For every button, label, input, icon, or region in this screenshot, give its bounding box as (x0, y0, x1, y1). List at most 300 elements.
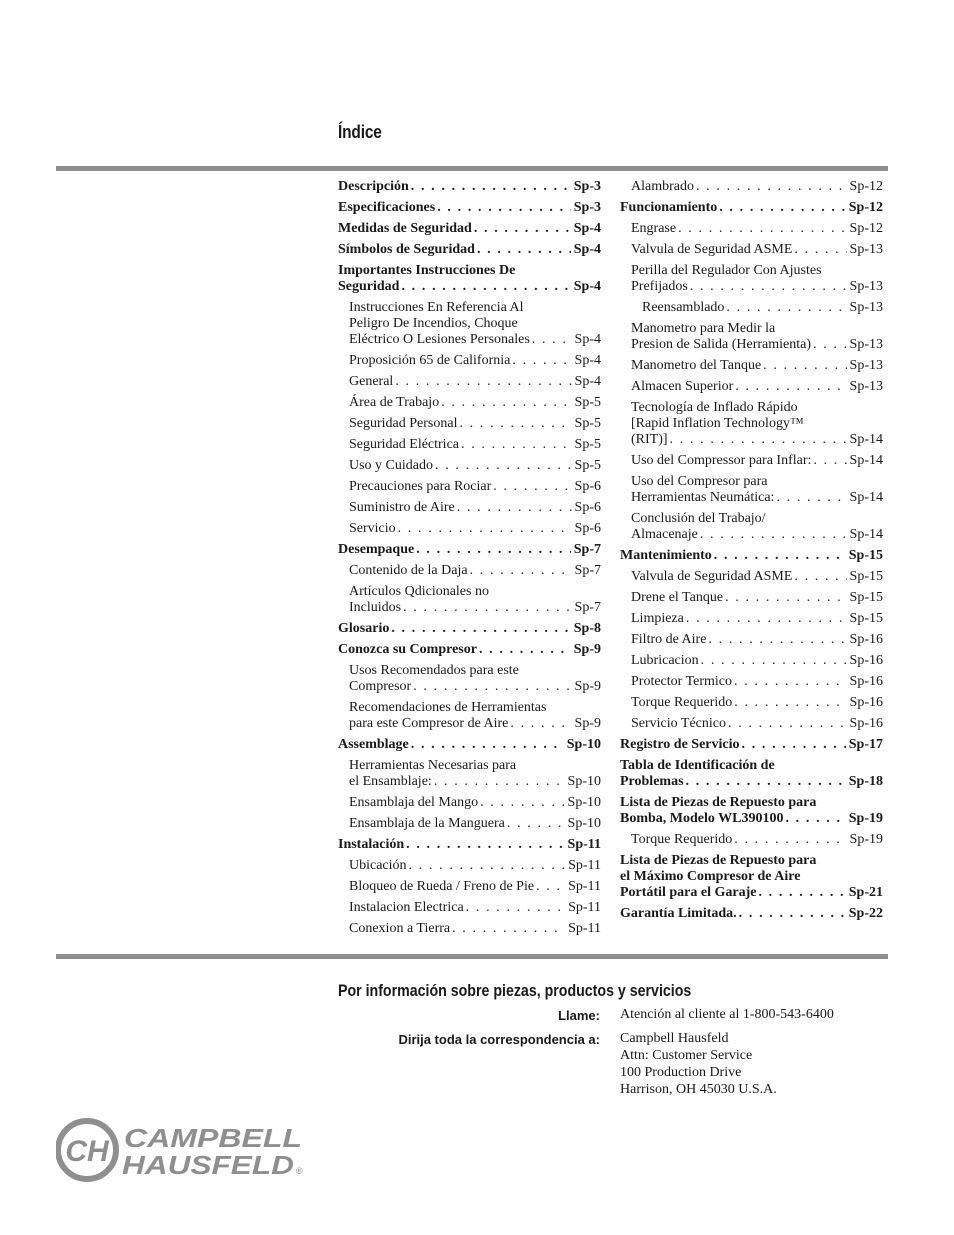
toc-dot-leader (686, 611, 847, 627)
toc-dot-leader (734, 832, 846, 848)
toc-entry-row (631, 716, 883, 732)
toc-entry-line: Tecnología de Inflado Rápido (631, 400, 798, 415)
toc-page-number: Sp-18 (848, 774, 883, 789)
toc-dot-leader (728, 716, 847, 732)
toc-entry-label: Contenido de la Daja (349, 563, 468, 578)
toc-entry-row (631, 569, 883, 585)
toc-page-number: Sp-11 (567, 837, 601, 852)
toc-entry-label: Ensamblaja de la Manguera (349, 816, 505, 831)
toc-entry-label: Mantenimiento (620, 548, 712, 563)
toc-entry-label: Manometro del Tanque (631, 358, 762, 373)
toc-entry-row (631, 490, 883, 506)
address-line: Campbell Hausfeld (620, 1031, 729, 1046)
toc-entry-row (349, 458, 601, 474)
toc-entry-label: Medidas de Seguridad (338, 221, 472, 236)
toc-entry-label: Seguridad (338, 279, 400, 294)
toc-entry-row (620, 811, 883, 827)
toc-page-number: Sp-22 (848, 906, 883, 921)
toc-page-number: Sp-12 (848, 200, 883, 215)
toc-page-number: Sp-4 (573, 242, 601, 257)
toc-entry (338, 263, 601, 295)
address-line: Attn: Customer Service (620, 1048, 753, 1063)
toc-dot-leader (708, 632, 846, 648)
toc-entry-label: Filtro de Aire (631, 632, 707, 647)
toc-dot-leader (480, 795, 564, 811)
toc-page-number: Sp-13 (849, 242, 883, 257)
toc-dot-leader (794, 569, 846, 585)
toc-page-number: Sp-11 (568, 900, 601, 915)
toc-entry (338, 395, 601, 411)
toc-entry-label: Valvula de Seguridad ASME (631, 242, 793, 257)
toc-entry (620, 758, 883, 790)
toc-dot-leader (510, 716, 571, 732)
toc-entry-label: Bomba, Modelo WL390100 (620, 811, 784, 826)
toc-entry-row (349, 437, 601, 453)
toc-page-number: Sp-5 (574, 437, 601, 452)
toc-entry-row (620, 200, 883, 216)
bottom-divider (56, 954, 888, 959)
toc-entry (620, 906, 883, 922)
toc-entry-row (349, 816, 601, 832)
toc-entry-label: Drene el Tanque (631, 590, 724, 605)
toc-dot-leader (512, 353, 571, 369)
toc-entry-row (349, 500, 601, 516)
toc-entry-row (338, 737, 601, 753)
toc-right-column (620, 179, 883, 927)
toc-entry-label: Herramientas Neumática: (631, 490, 775, 505)
toc-dot-leader (413, 679, 571, 695)
toc-entry-row (349, 479, 601, 495)
toc-page-number: Sp-5 (574, 458, 601, 473)
toc-entry-row (631, 242, 883, 258)
toc-entry (338, 737, 601, 753)
toc-entry (620, 242, 883, 258)
toc-dot-leader (441, 395, 571, 411)
toc-entry (338, 858, 601, 874)
toc-entry (620, 548, 883, 564)
toc-page-number: Sp-13 (849, 279, 883, 294)
address-line: 100 Production Drive (620, 1065, 742, 1080)
toc-entry-row (338, 221, 601, 237)
toc-entry (338, 663, 601, 695)
toc-entry (620, 632, 883, 648)
toc-dot-leader (700, 527, 847, 543)
toc-entry-line: Perilla del Regulador Con Ajustes (631, 263, 822, 278)
toc-entry-label: Torque Requerido (631, 695, 733, 710)
toc-dot-leader (719, 200, 846, 216)
page-title: Índice (338, 122, 382, 142)
toc-entry (620, 179, 883, 195)
toc-entry-row (349, 921, 601, 937)
toc-entry-row (349, 374, 601, 390)
toc-entry-label: Alambrado (631, 179, 694, 194)
toc-entry-label: (RIT)] (631, 432, 668, 447)
toc-page-number: Sp-19 (849, 832, 883, 847)
toc-entry (338, 758, 601, 790)
toc-page-number: Sp-14 (849, 527, 883, 542)
toc-dot-leader (411, 737, 564, 753)
toc-entry (620, 716, 883, 732)
toc-entry-row (349, 563, 601, 579)
toc-entry-label: Área de Trabajo (349, 395, 440, 410)
toc-entry (338, 500, 601, 516)
toc-entry (338, 242, 601, 258)
toc-entry-label: Servicio Técnico (631, 716, 726, 731)
contact-title: Por información sobre piezas, productos y servicios (338, 982, 692, 1000)
toc-entry-row (338, 179, 601, 195)
toc-page-number: Sp-15 (848, 548, 883, 563)
toc-entry (338, 795, 601, 811)
toc-entry-row (338, 542, 601, 558)
toc-page-number: Sp-14 (849, 432, 883, 447)
toc-entry-row (349, 900, 601, 916)
toc-entry-label: Descripción (338, 179, 409, 194)
logo-line1: CAMPBELL (124, 1123, 302, 1153)
toc-dot-leader (813, 337, 847, 353)
toc-page-number: Sp-9 (574, 716, 601, 731)
toc-dot-leader (734, 674, 847, 690)
toc-page-number: Sp-15 (849, 590, 883, 605)
toc-dot-leader (742, 737, 846, 753)
toc-page-number: Sp-10 (567, 774, 601, 789)
toc-entry-label: Protector Termico (631, 674, 733, 689)
toc-entry-row (631, 337, 883, 353)
toc-entry-label: Torque Requerido (631, 832, 733, 847)
toc-page-number: Sp-3 (573, 200, 601, 215)
toc-entry-label: Instalación (338, 837, 405, 852)
toc-entry-row (349, 679, 601, 695)
toc-entry-label: Especificaciones (338, 200, 436, 215)
toc-dot-leader (763, 358, 846, 374)
toc-page-number: Sp-10 (567, 795, 601, 810)
toc-dot-leader (493, 479, 571, 495)
toc-entry-row (349, 795, 601, 811)
toc-entry-row (349, 332, 601, 348)
toc-entry-row (642, 300, 883, 316)
logo-monogram: CH (65, 1135, 109, 1168)
toc-page-number: Sp-14 (849, 490, 883, 505)
toc-entry-row (631, 695, 883, 711)
toc-entry (338, 900, 601, 916)
toc-dot-leader (416, 542, 571, 558)
toc-page-number: Sp-13 (849, 358, 883, 373)
toc-entry-row (349, 521, 601, 537)
toc-page-number: Sp-5 (574, 395, 601, 410)
toc-entry-label: Bloqueo de Rueda / Freno de Pie (349, 879, 535, 894)
toc-entry (620, 832, 883, 848)
toc-entry-row (620, 737, 883, 753)
toc-page-number: Sp-7 (573, 542, 601, 557)
toc-entry-line: Conclusión del Trabajo/ (631, 511, 766, 526)
toc-entry (338, 621, 601, 637)
toc-entry (338, 374, 601, 390)
toc-entry (338, 879, 601, 895)
toc-dot-leader (696, 179, 847, 195)
toc-entry-line: Tabla de Identificación de (620, 758, 775, 773)
toc-page-number: Sp-6 (574, 521, 601, 536)
toc-entry-label: Conozca su Compresor (338, 642, 477, 657)
toc-page-number: Sp-13 (849, 300, 883, 315)
toc-entry (620, 221, 883, 237)
toc-entry-label: Registro de Servicio (620, 737, 740, 752)
toc-entry-row (338, 642, 601, 658)
toc-entry-label: Assemblage (338, 737, 409, 752)
toc-entry (620, 400, 883, 448)
toc-page-number: Sp-14 (849, 453, 883, 468)
toc-entry-label: Problemas (620, 774, 684, 789)
toc-entry-row (631, 179, 883, 195)
toc-entry-label: Lubricacion (631, 653, 699, 668)
toc-dot-leader (734, 695, 846, 711)
toc-entry-row (620, 774, 883, 790)
toc-entry (338, 816, 601, 832)
toc-page-number: Sp-12 (849, 221, 883, 236)
toc-page-number: Sp-9 (574, 679, 601, 694)
toc-page-number: Sp-16 (849, 716, 883, 731)
toc-entry-label: Proposición 65 de California (349, 353, 511, 368)
toc-dot-leader (435, 458, 572, 474)
toc-entry (620, 611, 883, 627)
toc-entry-row (631, 379, 883, 395)
toc-entry (620, 674, 883, 690)
toc-entry-label: General (349, 374, 394, 389)
toc-entry-line: Instrucciones En Referencia Al (349, 300, 524, 315)
toc-entry-label: Precauciones para Rociar (349, 479, 492, 494)
toc-entry (620, 474, 883, 506)
toc-entry (338, 837, 601, 853)
toc-entry-label: Presion de Salida (Herramienta) (631, 337, 811, 352)
toc-entry (338, 584, 601, 616)
toc-dot-leader (507, 816, 565, 832)
toc-dot-leader (536, 879, 565, 895)
toc-dot-leader (409, 858, 566, 874)
toc-entry-row (338, 242, 601, 258)
toc-page-number: Sp-7 (574, 600, 601, 615)
toc-dot-leader (690, 279, 847, 295)
toc-entry-label: Conexion a Tierra (349, 921, 451, 936)
toc-entry-row (631, 527, 883, 543)
toc-page-number: Sp-21 (848, 885, 883, 900)
toc-entry (620, 300, 883, 316)
toc-dot-leader (401, 279, 570, 295)
toc-entry (620, 853, 883, 901)
toc-dot-leader (452, 921, 565, 937)
toc-entry-label: Instalacion Electrica (349, 900, 464, 915)
toc-entry (620, 453, 883, 469)
toc-entry (620, 358, 883, 374)
toc-entry (620, 590, 883, 606)
address-line: Harrison, OH 45030 U.S.A. (620, 1082, 777, 1097)
toc-entry-row (620, 885, 883, 901)
toc-page-number: Sp-16 (849, 653, 883, 668)
logo-registered-mark: ® (296, 1166, 303, 1176)
toc-entry-label: Almacenaje (631, 527, 698, 542)
toc-entry-row (631, 611, 883, 627)
toc-entry (620, 511, 883, 543)
toc-entry (620, 695, 883, 711)
toc-entry-label: Símbolos de Seguridad (338, 242, 475, 257)
toc-entry-row (349, 858, 601, 874)
toc-dot-leader (391, 621, 570, 637)
toc-entry (338, 179, 601, 195)
toc-entry-row (631, 674, 883, 690)
toc-entry (338, 479, 601, 495)
toc-entry (338, 458, 601, 474)
toc-dot-leader (457, 500, 572, 516)
toc-entry (338, 353, 601, 369)
toc-entry-row (631, 279, 883, 295)
toc-entry-label: Portátil para el Garaje (620, 885, 757, 900)
toc-entry-row (631, 653, 883, 669)
toc-entry-label: para este Compresor de Aire (349, 716, 509, 731)
top-divider (56, 166, 888, 171)
toc-page-number: Sp-11 (568, 858, 601, 873)
toc-entry (620, 737, 883, 753)
toc-entry-line: Herramientas Necesarias para (349, 758, 517, 773)
toc-entry (620, 379, 883, 395)
toc-entry-row (620, 548, 883, 564)
toc-dot-leader (434, 774, 565, 790)
toc-entry (338, 542, 601, 558)
mail-label: Dirija toda la correspondencia a: (398, 1032, 600, 1047)
toc-entry-line: el Máximo Compresor de Aire (620, 869, 801, 884)
toc-entry-label: Limpieza (631, 611, 684, 626)
toc-entry-row (349, 774, 601, 790)
toc-entry-label: el Ensamblaje: (349, 774, 432, 789)
toc-entry-label: Compresor (349, 679, 412, 694)
toc-page-number: Sp-4 (574, 374, 601, 389)
toc-entry-line: Manometro para Medir la (631, 321, 776, 336)
campbell-hausfeld-logo (56, 1116, 306, 1182)
toc-entry (338, 521, 601, 537)
toc-page-number: Sp-4 (574, 332, 601, 347)
toc-page-number: Sp-17 (848, 737, 883, 752)
toc-entry-label: Garantía Limitada. (620, 906, 737, 921)
toc-dot-leader (411, 179, 571, 195)
toc-dot-leader (398, 521, 572, 537)
toc-entry-label: Ensamblaja del Mango (349, 795, 479, 810)
toc-dot-leader (403, 600, 571, 616)
toc-entry-row (338, 279, 601, 295)
mail-address (620, 1030, 777, 1098)
toc-dot-leader (477, 242, 571, 258)
toc-entry (620, 653, 883, 669)
toc-entry (338, 200, 601, 216)
toc-entry-line: Usos Recomendados para este (349, 663, 519, 678)
toc-left-column (338, 179, 601, 942)
toc-entry (620, 321, 883, 353)
toc-entry-row (349, 395, 601, 411)
toc-page-number: Sp-16 (849, 632, 883, 647)
toc-page-number: Sp-4 (574, 353, 601, 368)
toc-entry-row (349, 600, 601, 616)
toc-entry-line: Lista de Piezas de Repuesto para (620, 795, 817, 810)
toc-entry (338, 563, 601, 579)
toc-page-number: Sp-7 (574, 563, 601, 578)
call-label: Llame: (558, 1008, 600, 1023)
toc-entry-label: Desempaque (338, 542, 415, 557)
toc-entry-row (631, 221, 883, 237)
toc-entry-label: Almacen Superior (631, 379, 734, 394)
toc-entry (620, 795, 883, 827)
toc-page-number: Sp-19 (848, 811, 883, 826)
toc-entry (620, 200, 883, 216)
toc-dot-leader (395, 374, 571, 390)
toc-entry (338, 221, 601, 237)
toc-entry-row (349, 716, 601, 732)
toc-entry-label: Incluidos (349, 600, 402, 615)
toc-page-number: Sp-4 (573, 279, 601, 294)
toc-dot-leader (479, 642, 571, 658)
toc-entry-line: Importantes Instrucciones De (338, 263, 516, 278)
toc-entry-line: [Rapid Inflation Technology™ (631, 416, 804, 431)
toc-entry-label: Ubicación (349, 858, 407, 873)
toc-entry-row (631, 432, 883, 448)
toc-page-number: Sp-5 (574, 416, 601, 431)
toc-page-number: Sp-10 (566, 737, 601, 752)
toc-entry-label: Seguridad Personal (349, 416, 458, 431)
toc-entry-row (349, 416, 601, 432)
toc-dot-leader (794, 242, 846, 258)
toc-dot-leader (686, 774, 846, 790)
toc-entry-row (338, 200, 601, 216)
toc-page-number: Sp-11 (568, 879, 601, 894)
toc-dot-leader (776, 490, 846, 506)
toc-entry (338, 642, 601, 658)
toc-page-number: Sp-13 (849, 337, 883, 352)
toc-dot-leader (461, 437, 572, 453)
toc-page-number: Sp-13 (849, 379, 883, 394)
toc-entry (338, 300, 601, 348)
toc-page-number: Sp-6 (574, 479, 601, 494)
toc-dot-leader (739, 906, 846, 922)
toc-dot-leader (470, 563, 572, 579)
toc-entry (338, 416, 601, 432)
toc-page-number: Sp-16 (849, 674, 883, 689)
toc-entry-row (631, 358, 883, 374)
toc-entry-row (631, 453, 883, 469)
toc-entry-row (349, 353, 601, 369)
toc-page-number: Sp-8 (573, 621, 601, 636)
toc-entry-label: Servicio (349, 521, 396, 536)
toc-entry-label: Valvula de Seguridad ASME (631, 569, 793, 584)
toc-entry-line: Peligro De Incendios, Choque (349, 316, 518, 331)
toc-entry (620, 263, 883, 295)
toc-page-number: Sp-15 (849, 569, 883, 584)
toc-entry-row (620, 906, 883, 922)
toc-page-number: Sp-16 (849, 695, 883, 710)
toc-entry-label: Uso del Compressor para Inflar: (631, 453, 812, 468)
toc-dot-leader (437, 200, 571, 216)
toc-page-number: Sp-9 (573, 642, 601, 657)
toc-entry-row (631, 590, 883, 606)
toc-entry (620, 569, 883, 585)
toc-page-number: Sp-3 (573, 179, 601, 194)
toc-entry-line: Artículos Qdicionales no (349, 584, 489, 599)
toc-dot-leader (735, 379, 846, 395)
toc-dot-leader (725, 590, 846, 606)
toc-entry-label: Eléctrico O Lesiones Personales (349, 332, 530, 347)
toc-dot-leader (701, 653, 847, 669)
toc-entry-label: Glosario (338, 621, 390, 636)
toc-entry-row (349, 879, 601, 895)
toc-entry-row (338, 837, 601, 853)
toc-page-number: Sp-10 (567, 816, 601, 831)
toc-dot-leader (678, 221, 846, 237)
toc-dot-leader (758, 885, 845, 901)
toc-dot-leader (726, 300, 846, 316)
toc-entry-label: Suministro de Aire (349, 500, 455, 515)
